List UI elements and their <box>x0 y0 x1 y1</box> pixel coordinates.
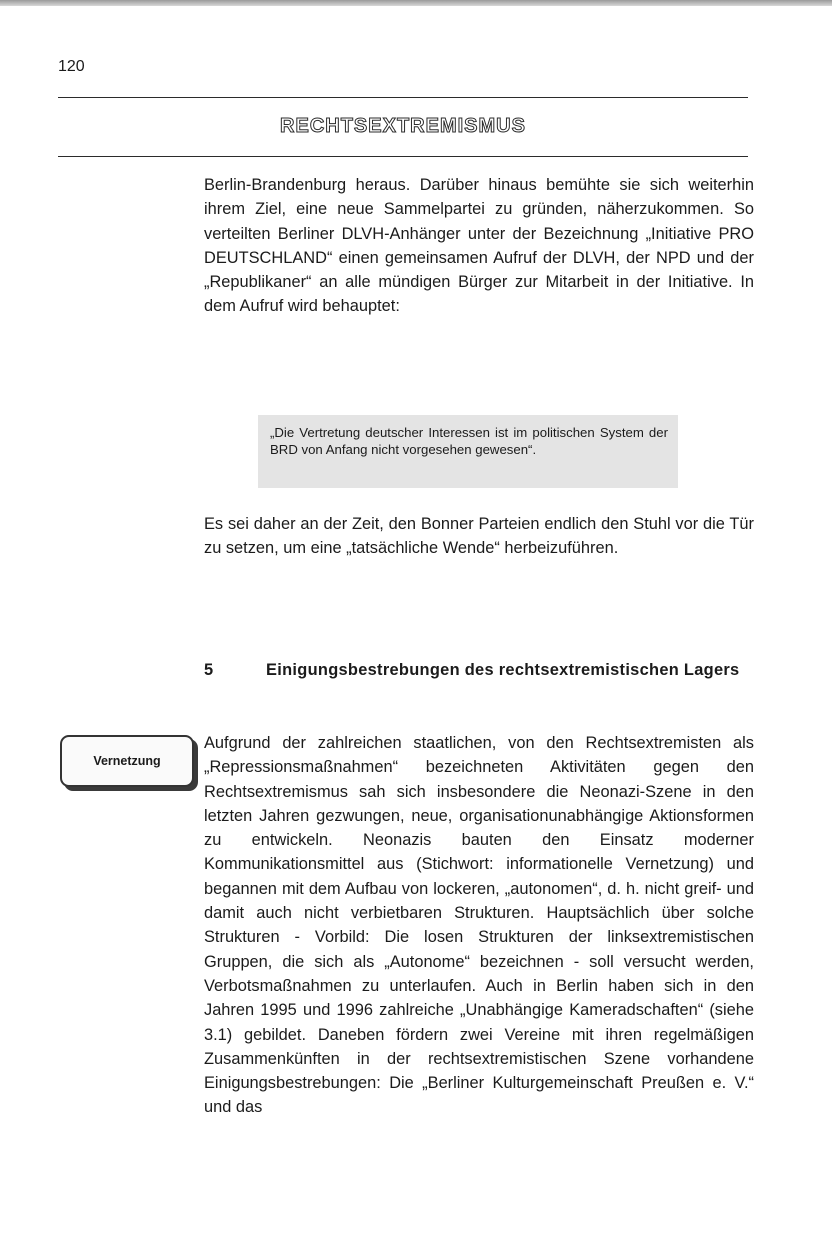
margin-note-box: Vernetzung <box>60 735 194 787</box>
header-rule-top <box>58 97 748 98</box>
header-rule-bottom <box>58 156 748 157</box>
scan-top-edge <box>0 0 832 6</box>
paragraph-networking: Aufgrund der zahlreichen staatlichen, von den Rechtsextremisten als „Repressionsmaßnahmen“ bezeichneten Aktivitäten gegen den Rechtsextremismus sah sich insbesondere die Neonazi-Szene in den letzten Jahren gezwungen, neue, organisationunabhängige Aktionsformen zu entwickeln. Neonazis bauten den Einsatz moderner Kommunikationsmittel aus (Stichwort: informationelle Vernetzung) und begannen mit dem Aufbau von lockeren, „autonomen“, d. h. nicht greif- und damit auch nicht verbietbaren Strukturen. Hauptsächlich über solche Strukturen - Vorbild: Die losen Strukturen der linksextremistischen Gruppen, die sich als „Autonome“ bezeichnen - soll versucht werden, Verbotsmaßnahmen zu unterlaufen. Auch in Berlin haben sich in den Jahren 1995 und 1996 zahlreiche „Unabhängige Kameradschaften“ (siehe 3.1) gebildet. Daneben fördern zwei Vereine mit ihren regelmäßigen Zusammenkünften in der rechtsextremistischen Szene vorhandene Einigungsbestrebungen: Die „Berliner Kulturgemeinschaft Preußen e. V.“ und das <box>204 734 754 1117</box>
quote-box: „Die Vertretung deutscher Interessen ist im politischen System der BRD von Anfang nicht vorgesehen gewesen“. <box>258 415 678 488</box>
section-title: Einigungsbestrebungen des rechtsextremistischen Lagers <box>266 661 740 679</box>
running-head: RECHTSEXTREMISMUS <box>280 115 526 137</box>
section-number: 5 <box>204 661 214 679</box>
paragraph-intro: Berlin-Brandenburg heraus. Darüber hinaus bemühte sie sich weiterhin ihrem Ziel, eine neue Sammelpartei zu gründen, näherzukommen. So verteilten Berliner DLVH-Anhänger unter der Bezeichnung „Initiative PRO DEUTSCHLAND“ einen gemeinsamen Aufruf der DLVH, der NPD und der „Republikaner“ an alle mündigen Bürger zur Mitarbeit in der Initiative. In dem Aufruf wird behauptet: <box>204 176 754 316</box>
paragraph-conclusion: Es sei daher an der Zeit, den Bonner Parteien endlich den Stuhl vor die Tür zu setzen, um eine „tatsächliche Wende“ herbeizuführen. <box>204 515 754 558</box>
page-number: 120 <box>58 58 85 75</box>
